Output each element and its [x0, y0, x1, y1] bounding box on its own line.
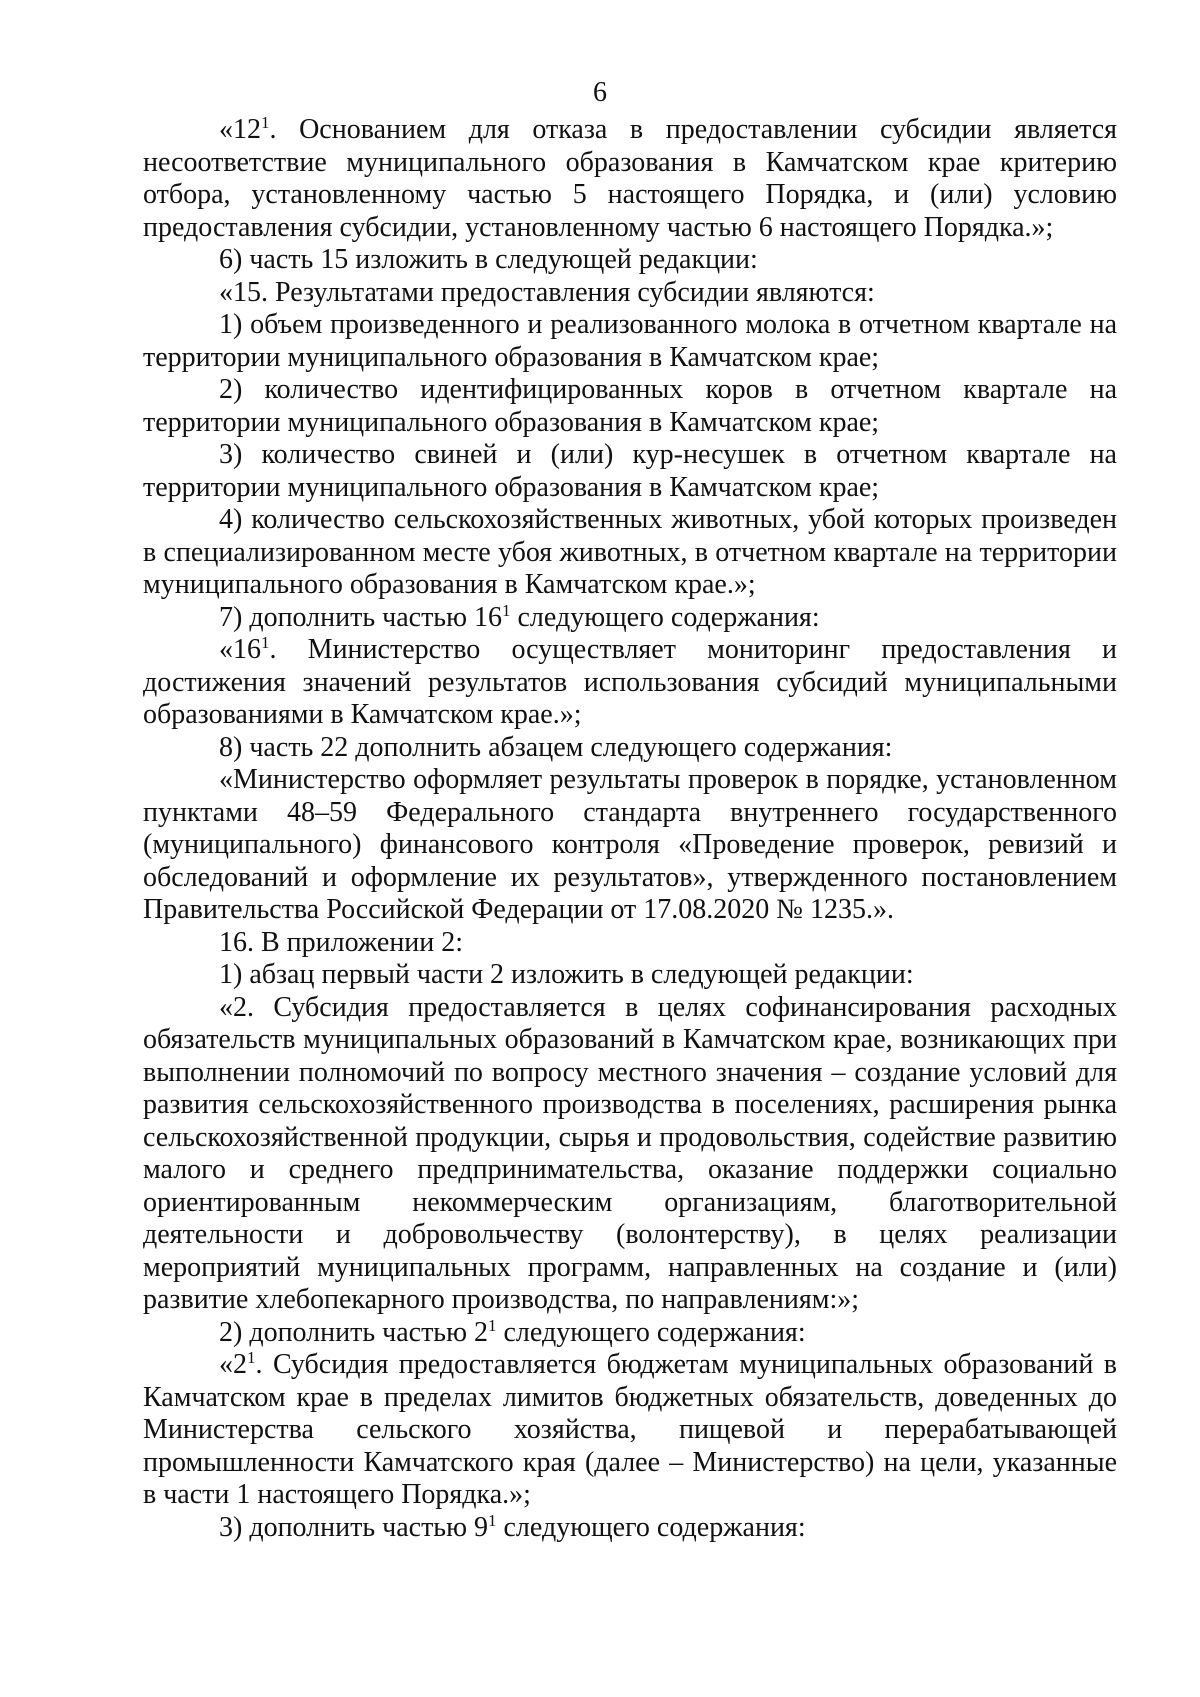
paragraph-text: «16	[219, 634, 261, 665]
paragraph-text: «2. Субсидия предоставляется в целях софинансирования расходных обязательств муниципальных образований в Камчатском крае, возникающих при выполнении полномочий по вопросу местного значения – создание условий для развития сельскохозяйственного производства в поселениях, расширения рынка сельскохозяйственной продукции, сырья и продовольствия, содействие развитию малого и среднего предпринимательства, оказание поддержки социально ориентированным некоммерческим организациям, благотворительной деятельности и добровольчеству (волонтерству), в целях реализации мероприятий муниципальных программ, направленных на создание и (или) развитие хлебопекарного производства, по направлениям:»;	[143, 991, 1117, 1315]
paragraph-text: «12	[219, 114, 261, 145]
paragraph	[143, 309, 1117, 374]
paragraph-text: 8) часть 22 дополнить абзацем следующего содержания:	[219, 731, 893, 763]
paragraph-text: «2	[219, 1349, 247, 1380]
paragraph	[143, 114, 1117, 244]
paragraph	[143, 1512, 1117, 1545]
paragraph-text: «15. Результатами предоставления субсидии являются:	[219, 276, 875, 308]
paragraph-text: 1) абзац первый части 2 изложить в следующей редакции:	[219, 959, 914, 990]
paragraph	[143, 634, 1117, 732]
paragraph-text: 16. В приложении 2:	[219, 926, 464, 958]
paragraph	[143, 439, 1117, 504]
superscript: 1	[488, 1315, 497, 1335]
paragraph	[143, 992, 1117, 1317]
paragraph-text: 4) количество сельскохозяйственных животных, убой которых произведен в специализированном месте убоя животных, в отчетном квартале на территории муниципального образования в Камчатском крае.»;	[143, 504, 1117, 600]
superscript: 1	[502, 600, 511, 620]
document-body	[143, 114, 1117, 1544]
paragraph-text: 6) часть 15 изложить в следующей редакции:	[219, 244, 758, 275]
paragraph-text: 7) дополнить частью 16	[219, 601, 502, 633]
paragraph-text: следующего содержания:	[496, 1511, 806, 1543]
paragraph-text: 2) дополнить частью 2	[219, 1316, 488, 1348]
paragraph-text: . Субсидия предоставляется бюджетам муниципальных образований в Камчатском крае в пределах лимитов бюджетных обязательств, доведенных до Министерства сельского хозяйства, пищевой и перерабатывающей промышленности Камчатского края (далее – Министерство) на цели, указанные в части 1 настоящего Порядка.»;	[143, 1349, 1117, 1510]
paragraph	[143, 927, 1117, 960]
paragraph-text: . Основанием для отказа в предоставлении субсидии является несоответствие муниципального образования в Камчатском крае критерию отбора, установленному частью 5 настоящего Порядка, и (или) условию предоставления субсидии, установленному частью 6 настоящего Порядка.»;	[143, 114, 1117, 243]
paragraph	[143, 1349, 1117, 1512]
paragraph-text: следующего содержания:	[496, 1316, 806, 1348]
paragraph-text: . Министерство осуществляет мониторинг предоставления и достижения значений результатов использования субсидий муниципальными образованиями в Камчатском крае.»;	[143, 634, 1117, 730]
paragraph	[143, 277, 1117, 310]
superscript: 1	[247, 1348, 256, 1367]
paragraph-text: 3) количество свиней и (или) кур-несушек в отчетном квартале на территории муниципального образования в Камчатском крае;	[143, 439, 1117, 503]
paragraph-text: следующего содержания:	[510, 601, 820, 633]
superscript: 1	[261, 113, 270, 132]
paragraph-text: 3) дополнить частью 9	[219, 1511, 488, 1543]
paragraph-text: «Министерство оформляет результаты проверок в порядке, установленном пунктами 48–59 Федерального стандарта внутреннего государственного (муниципального) финансового контроля «Проведение проверок, ревизий и обследований и оформление их результатов», утвержденного постановлением Правительства Российской Федерации от 17.08.2020 № 1235.».	[143, 764, 1117, 925]
paragraph	[143, 374, 1117, 439]
paragraph	[143, 732, 1117, 765]
paragraph-text: 2) количество идентифицированных коров в отчетном квартале на территории муниципального образования в Камчатском крае;	[143, 374, 1117, 438]
paragraph	[143, 1317, 1117, 1350]
paragraph	[143, 959, 1117, 992]
superscript: 1	[488, 1510, 497, 1530]
paragraph	[143, 602, 1117, 635]
paragraph	[143, 764, 1117, 927]
paragraph	[143, 504, 1117, 602]
paragraph-text: 1) объем произведенного и реализованного молока в отчетном квартале на территории муниципального образования в Камчатском крае;	[143, 309, 1117, 373]
page-number: 6	[593, 77, 607, 108]
paragraph	[143, 244, 1117, 277]
superscript: 1	[261, 633, 270, 652]
